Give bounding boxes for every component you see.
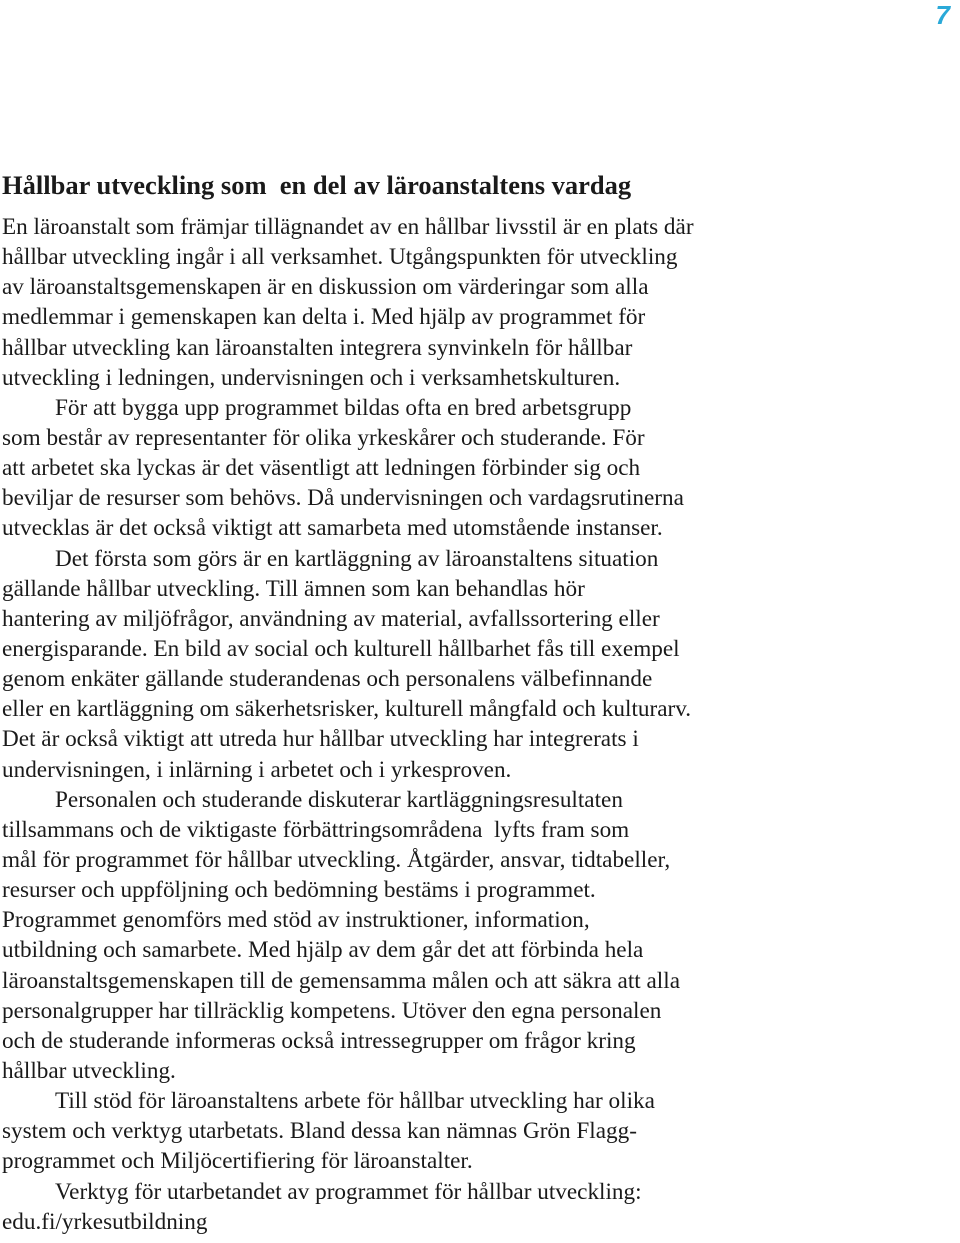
text-line: För att bygga upp programmet bildas ofta en bred arbetsgrupp xyxy=(55,394,632,421)
page-number: 7 xyxy=(935,0,950,30)
text-line: En läroanstalt som främjar tillägnandet av en hållbar livsstil är en plats där xyxy=(2,214,694,240)
text-line: Programmet genomförs med stöd av instruktioner, information, xyxy=(2,907,590,934)
text-line: som består av representanter för olika yrkeskårer och studerande. För xyxy=(2,424,645,451)
text-line: gällande hållbar utveckling. Till ämnen som kan behandlas hör xyxy=(2,575,585,602)
article-body xyxy=(2,168,952,1237)
text-line: genom enkäter gällande studerandenas och personalens välbefinnande xyxy=(2,666,653,693)
text-line: beviljar de resurser som behövs. Då undervisningen och vardagsrutinerna xyxy=(2,485,684,512)
text-line: personalgrupper har tillräcklig kompetens. Utöver den egna personalen xyxy=(2,997,662,1024)
text-line: Det är också viktigt att utreda hur hållbar utveckling har integrerats i xyxy=(2,726,639,753)
text-line: hantering av miljöfrågor, användning av material, avfallssortering eller xyxy=(2,605,660,632)
text-line: hållbar utveckling kan läroanstalten integrera synvinkeln för hållbar xyxy=(2,334,633,361)
text-line: mål för programmet för hållbar utveckling. Åtgärder, ansvar, tidtabeller, xyxy=(2,846,671,873)
text-line: läroanstaltsgemenskapen till de gemensamma målen och att säkra att alla xyxy=(2,967,680,994)
text-line: hållbar utveckling. xyxy=(2,1057,176,1084)
text-line: utvecklas är det också viktigt att samarbeta med utomstående instanser. xyxy=(2,515,663,542)
text-line: undervisningen, i inlärning i arbetet och i yrkesproven. xyxy=(2,756,512,783)
text-line: energisparande. En bild av social och kulturell hållbarhet fås till exempel xyxy=(2,635,680,662)
text-line: hållbar utveckling ingår i all verksamhet. Utgångspunkten för utveckling xyxy=(2,244,678,271)
text-line: Personalen och studerande diskuterar kartläggningsresultaten xyxy=(55,786,623,813)
text-line: eller en kartläggning om säkerhetsrisker, kulturell mångfald och kulturarv. xyxy=(2,696,692,723)
article-heading: Hållbar utveckling som en del av läroanstaltens vardag xyxy=(2,170,632,200)
text-line: utveckling i ledningen, undervisningen och i verksamhetskulturen. xyxy=(2,364,621,391)
text-line: tillsammans och de viktigaste förbättringsområdena lyfts fram som xyxy=(2,816,630,843)
text-line: Det första som görs är en kartläggning av läroanstaltens situation xyxy=(55,545,659,572)
text-line: utbildning och samarbete. Med hjälp av dem går det att förbinda hela xyxy=(2,937,644,964)
text-line: att arbetet ska lyckas är det väsentligt att ledningen förbinder sig och xyxy=(2,455,641,482)
text-line: programmet och Miljöcertifiering för läroanstalter. xyxy=(2,1148,473,1175)
text-line: edu.fi/yrkesutbildning xyxy=(2,1208,208,1235)
text-line: system och verktyg utarbetats. Bland dessa kan nämnas Grön Flagg- xyxy=(2,1118,637,1145)
text-line: Verktyg för utarbetandet av programmet för hållbar utveckling: xyxy=(55,1178,642,1205)
text-line: medlemmar i gemenskapen kan delta i. Med hjälp av programmet för xyxy=(2,304,646,331)
text-line: av läroanstaltsgemenskapen är en diskussion om värderingar som alla xyxy=(2,274,649,301)
text-line: och de studerande informeras också intressegrupper om frågor kring xyxy=(2,1027,636,1054)
text-line: resurser och uppföljning och bedömning bestäms i programmet. xyxy=(2,877,596,904)
body-text xyxy=(2,212,952,1237)
text-line: Till stöd för läroanstaltens arbete för hållbar utveckling har olika xyxy=(55,1088,655,1115)
